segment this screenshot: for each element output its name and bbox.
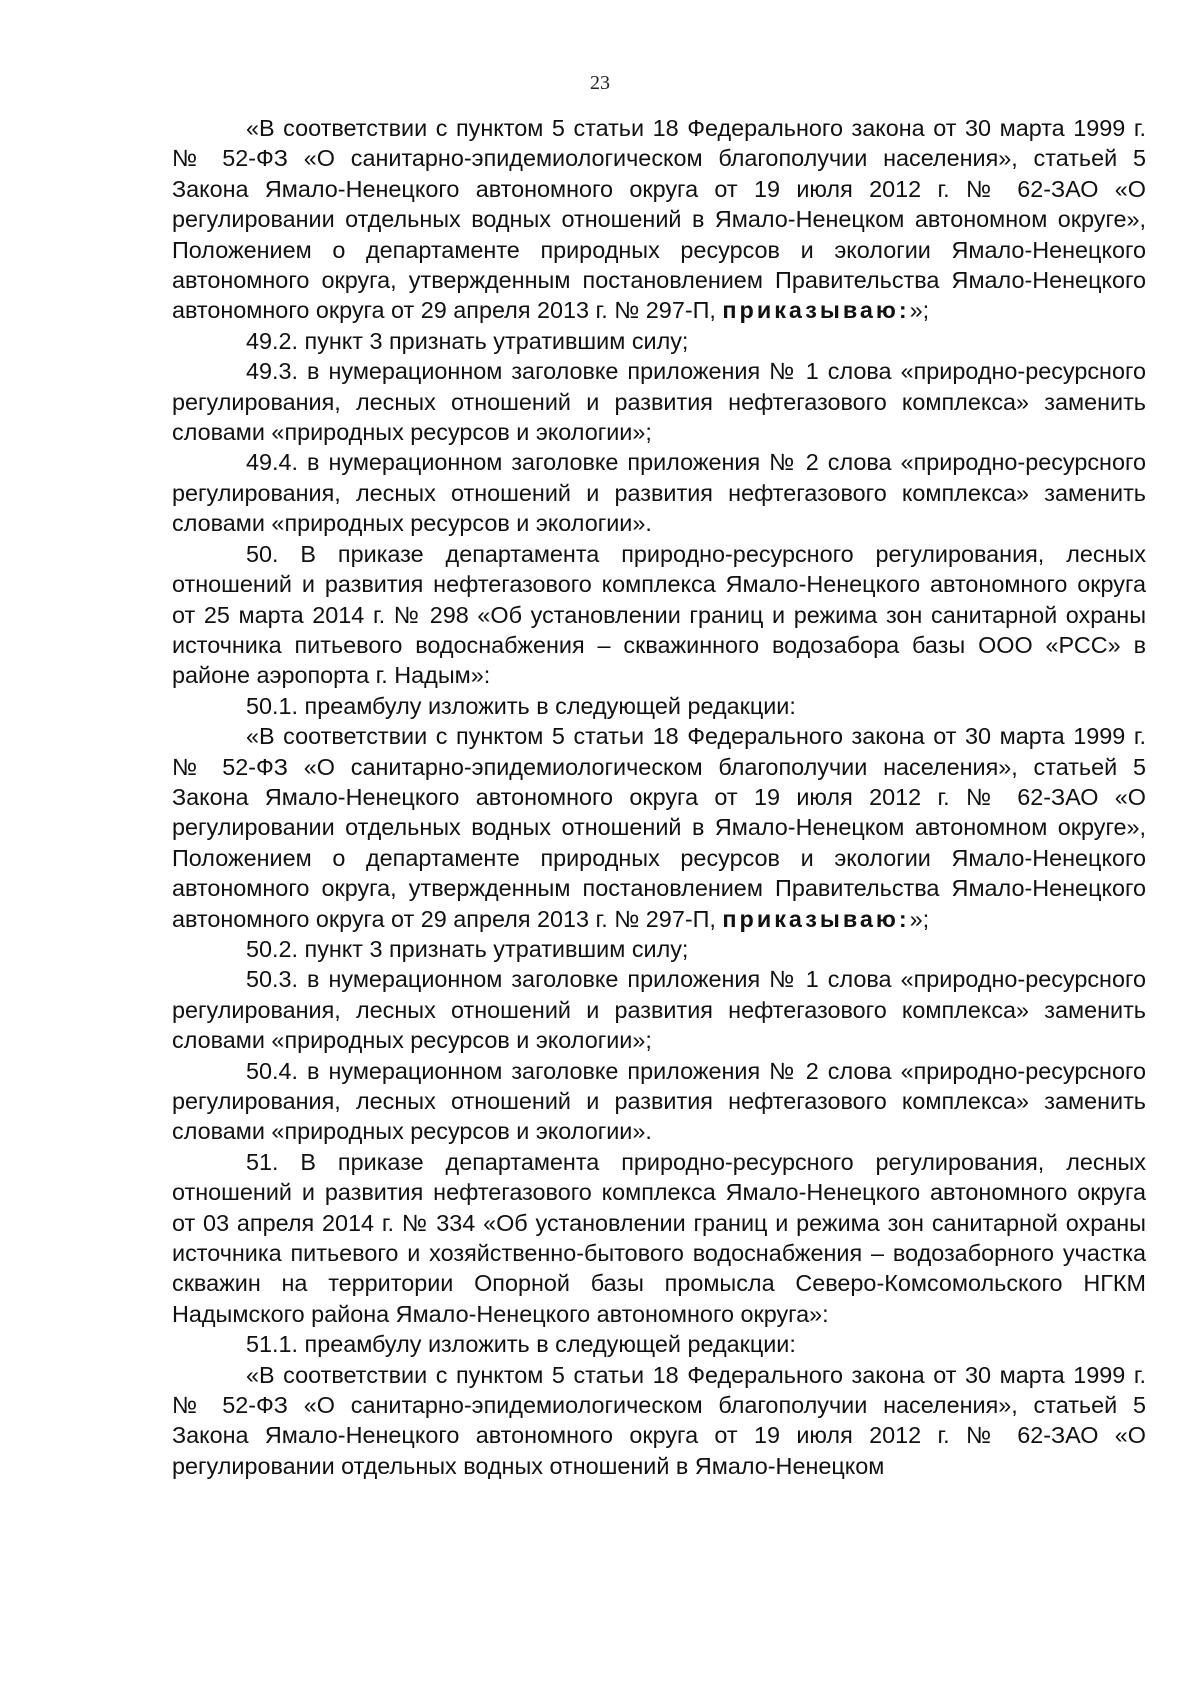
- paragraph: 51. В приказе департамента природно-ресурсного регулирования, лесных отношений и развития нефтегазового комплекса Ямало-Ненецкого автономного округа от 03 апреля 2014 г. № 334 «Об установлении границ и режима зон санитарной охраны источника питьевого и хозяйственно-бытового водоснабжения – водозаборного участка скважин на территории Опорной базы промысла Северо-Комсомольского НГКМ Надымского района Ямало-Ненецкого автономного округа»:: [172, 1148, 1146, 1327]
- paragraph-tail: »;: [909, 297, 930, 324]
- paragraph: 49.3. в нумерационном заголовке приложения № 1 слова «природно-ресурсного регулирования, лесных отношений и развития нефтегазового комплекса» заменить словами «природных ресурсов и экологии»;: [172, 358, 1146, 446]
- paragraph: 50.4. в нумерационном заголовке приложения № 2 слова «природно-ресурсного регулирования, лесных отношений и развития нефтегазового комплекса» заменить словами «природных ресурсов и экологии».: [172, 1057, 1146, 1145]
- paragraph: 50.2. пункт 3 признать утратившим силу;: [246, 935, 689, 962]
- paragraph: 49.2. пункт 3 признать утратившим силу;: [246, 327, 689, 354]
- paragraph: 51.1. преамбулу изложить в следующей редакции:: [246, 1331, 796, 1358]
- paragraph: 50.1. преамбулу изложить в следующей редакции:: [246, 692, 796, 719]
- paragraph: [172, 721, 1146, 934]
- paragraph: [172, 113, 1146, 326]
- paragraph: «В соответствии с пунктом 5 статьи 18 Федерального закона от 30 марта 1999 г. № 52-ФЗ «О санитарно-эпидемиологическом благополучии населения», статьей 5 Закона Ямало-Ненецкого автономного округа от 19 июля 2012 г. № 62-ЗАО «О регулировании отдельных водных отношений в Ямало-Ненецком: [172, 1361, 1146, 1479]
- paragraph-text: «В соответствии с пунктом 5 статьи 18 Федерального закона от 30 марта 1999 г. № 52-ФЗ «О санитарно-эпидемиологическом благополучии населения», статьей 5 Закона Ямало-Ненецкого автономного округа от 19 июля 2012 г. № 62-ЗАО «О регулировании отдельных водных отношений в Ямало-Ненецком автономном округе», Положением о департаменте природных ресурсов и экологии Ямало-Ненецкого автономного округа, утвержденным постановлением Правительства Ямало-Ненецкого автономного округа от 29 апреля 2013 г. № 297-П,: [172, 723, 1146, 932]
- paragraph: 50. В приказе департамента природно-ресурсного регулирования, лесных отношений и развития нефтегазового комплекса Ямало-Ненецкого автономного округа от 25 марта 2014 г. № 298 «Об установлении границ и режима зон санитарной охраны источника питьевого водоснабжения – скважинного водозабора базы ООО «РСС» в районе аэропорта г. Надым»:: [172, 540, 1146, 689]
- paragraph-tail: »;: [909, 905, 930, 932]
- bold-order-word: приказываю:: [722, 297, 910, 324]
- page-number: 23: [590, 72, 610, 94]
- paragraph: 50.3. в нумерационном заголовке приложения № 1 слова «природно-ресурсного регулирования, лесных отношений и развития нефтегазового комплекса» заменить словами «природных ресурсов и экологии»;: [172, 966, 1146, 1054]
- document-body: [172, 113, 1146, 1481]
- bold-order-word: приказываю:: [722, 905, 910, 932]
- paragraph: 49.4. в нумерационном заголовке приложения № 2 слова «природно-ресурсного регулирования, лесных отношений и развития нефтегазового комплекса» заменить словами «природных ресурсов и экологии».: [172, 449, 1146, 537]
- paragraph-text: «В соответствии с пунктом 5 статьи 18 Федерального закона от 30 марта 1999 г. № 52-ФЗ «О санитарно-эпидемиологическом благополучии населения», статьей 5 Закона Ямало-Ненецкого автономного округа от 19 июля 2012 г. № 62-ЗАО «О регулировании отдельных водных отношений в Ямало-Ненецком автономном округе», Положением о департаменте природных ресурсов и экологии Ямало-Ненецкого автономного округа, утвержденным постановлением Правительства Ямало-Ненецкого автономного округа от 29 апреля 2013 г. № 297-П,: [172, 115, 1146, 324]
